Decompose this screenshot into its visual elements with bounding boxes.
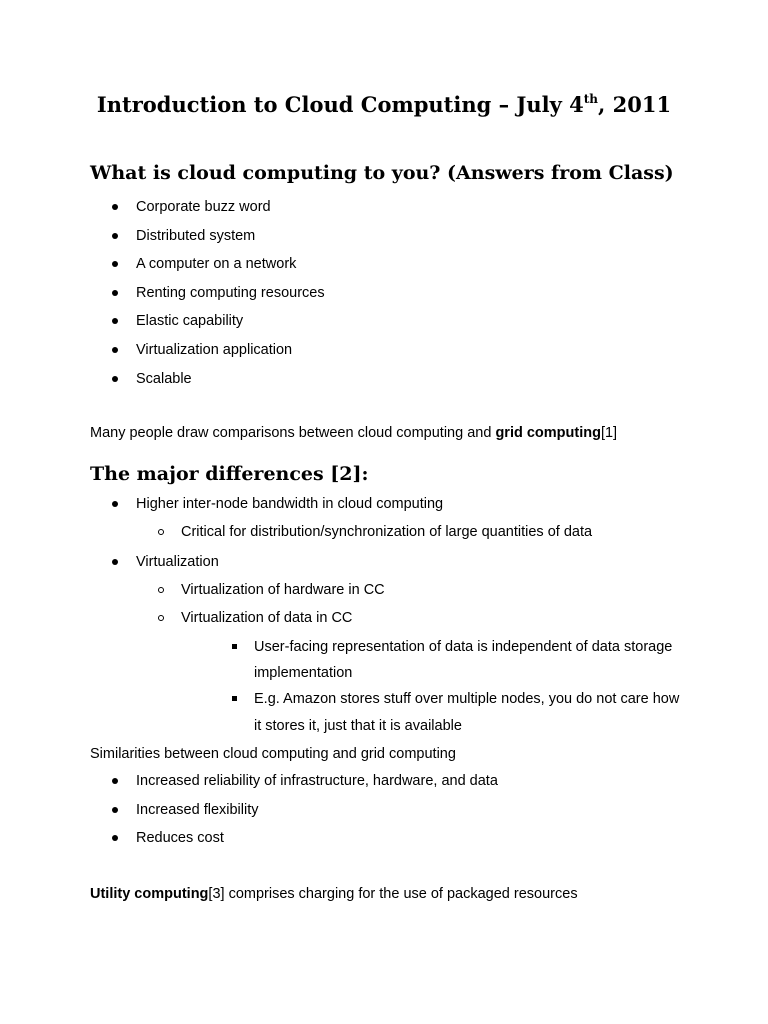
circle-bullet-icon: [158, 587, 164, 593]
bullet-icon: [112, 347, 118, 353]
similarities-intro: Similarities between cloud computing and grid computing: [90, 746, 456, 762]
list-item-text: Higher inter-node bandwidth in cloud computing: [136, 496, 444, 512]
list-item-text: Virtualization: [136, 554, 219, 570]
bullet-icon: [112, 290, 118, 296]
list-item-text: Distributed system: [136, 228, 256, 244]
bullet-icon: [112, 204, 118, 210]
paragraph-text: Many people draw comparisons between cloud computing and: [90, 425, 496, 441]
list-item-text: Elastic capability: [136, 313, 244, 329]
section-heading-what-is-cloud: What is cloud computing to you? (Answers from Class): [90, 162, 674, 184]
list-item-text: A computer on a network: [136, 256, 297, 272]
page-title: [0, 92, 768, 117]
square-bullet-icon: [232, 696, 237, 701]
title-main: Introduction to Cloud Computing – July 4: [96, 92, 584, 117]
bullet-icon: [112, 807, 118, 813]
title-superscript: th: [583, 92, 598, 106]
bullet-icon: [112, 778, 118, 784]
paragraph-text: [3] comprises charging for the use of packaged resources: [208, 886, 578, 902]
bullet-icon: [112, 233, 118, 239]
bold-term-utility-computing: Utility computing: [90, 886, 209, 902]
list-item-text: Virtualization application: [136, 342, 293, 358]
list-item-text: Corporate buzz word: [136, 199, 271, 215]
bullet-icon: [112, 835, 118, 841]
list-item-text: Scalable: [136, 371, 192, 387]
title-tail: , 2011: [598, 92, 672, 117]
list-item-text: User-facing representation of data is independent of data storage: [254, 639, 673, 655]
list-item-text: implementation: [254, 665, 353, 681]
circle-bullet-icon: [158, 615, 164, 621]
list-item-text: it stores it, just that it is available: [254, 718, 462, 734]
list-item-text: E.g. Amazon stores stuff over multiple nodes, you do not care how: [254, 691, 680, 707]
square-bullet-icon: [232, 644, 237, 649]
bullet-icon: [112, 559, 118, 565]
list-item-text: Increased reliability of infrastructure, hardware, and data: [136, 773, 498, 789]
list-item-text: Virtualization of data in CC: [181, 610, 353, 626]
bullet-icon: [112, 501, 118, 507]
bold-term-grid-computing: grid computing: [495, 425, 601, 441]
circle-bullet-icon: [158, 529, 164, 535]
list-item-text: Increased flexibility: [136, 802, 259, 818]
citation: [1]: [600, 425, 618, 441]
section-heading-major-differences: The major differences [2]:: [90, 463, 369, 485]
list-item-text: Critical for distribution/synchronization of large quantities of data: [181, 524, 593, 540]
list-item-text: Reduces cost: [136, 830, 224, 846]
paragraph-grid-comparison: [90, 424, 617, 442]
paragraph-utility-computing: [90, 885, 578, 903]
list-item-text: Virtualization of hardware in CC: [181, 582, 385, 598]
bullet-icon: [112, 376, 118, 382]
list-item-text: Renting computing resources: [136, 285, 325, 301]
bullet-icon: [112, 318, 118, 324]
bullet-icon: [112, 261, 118, 267]
